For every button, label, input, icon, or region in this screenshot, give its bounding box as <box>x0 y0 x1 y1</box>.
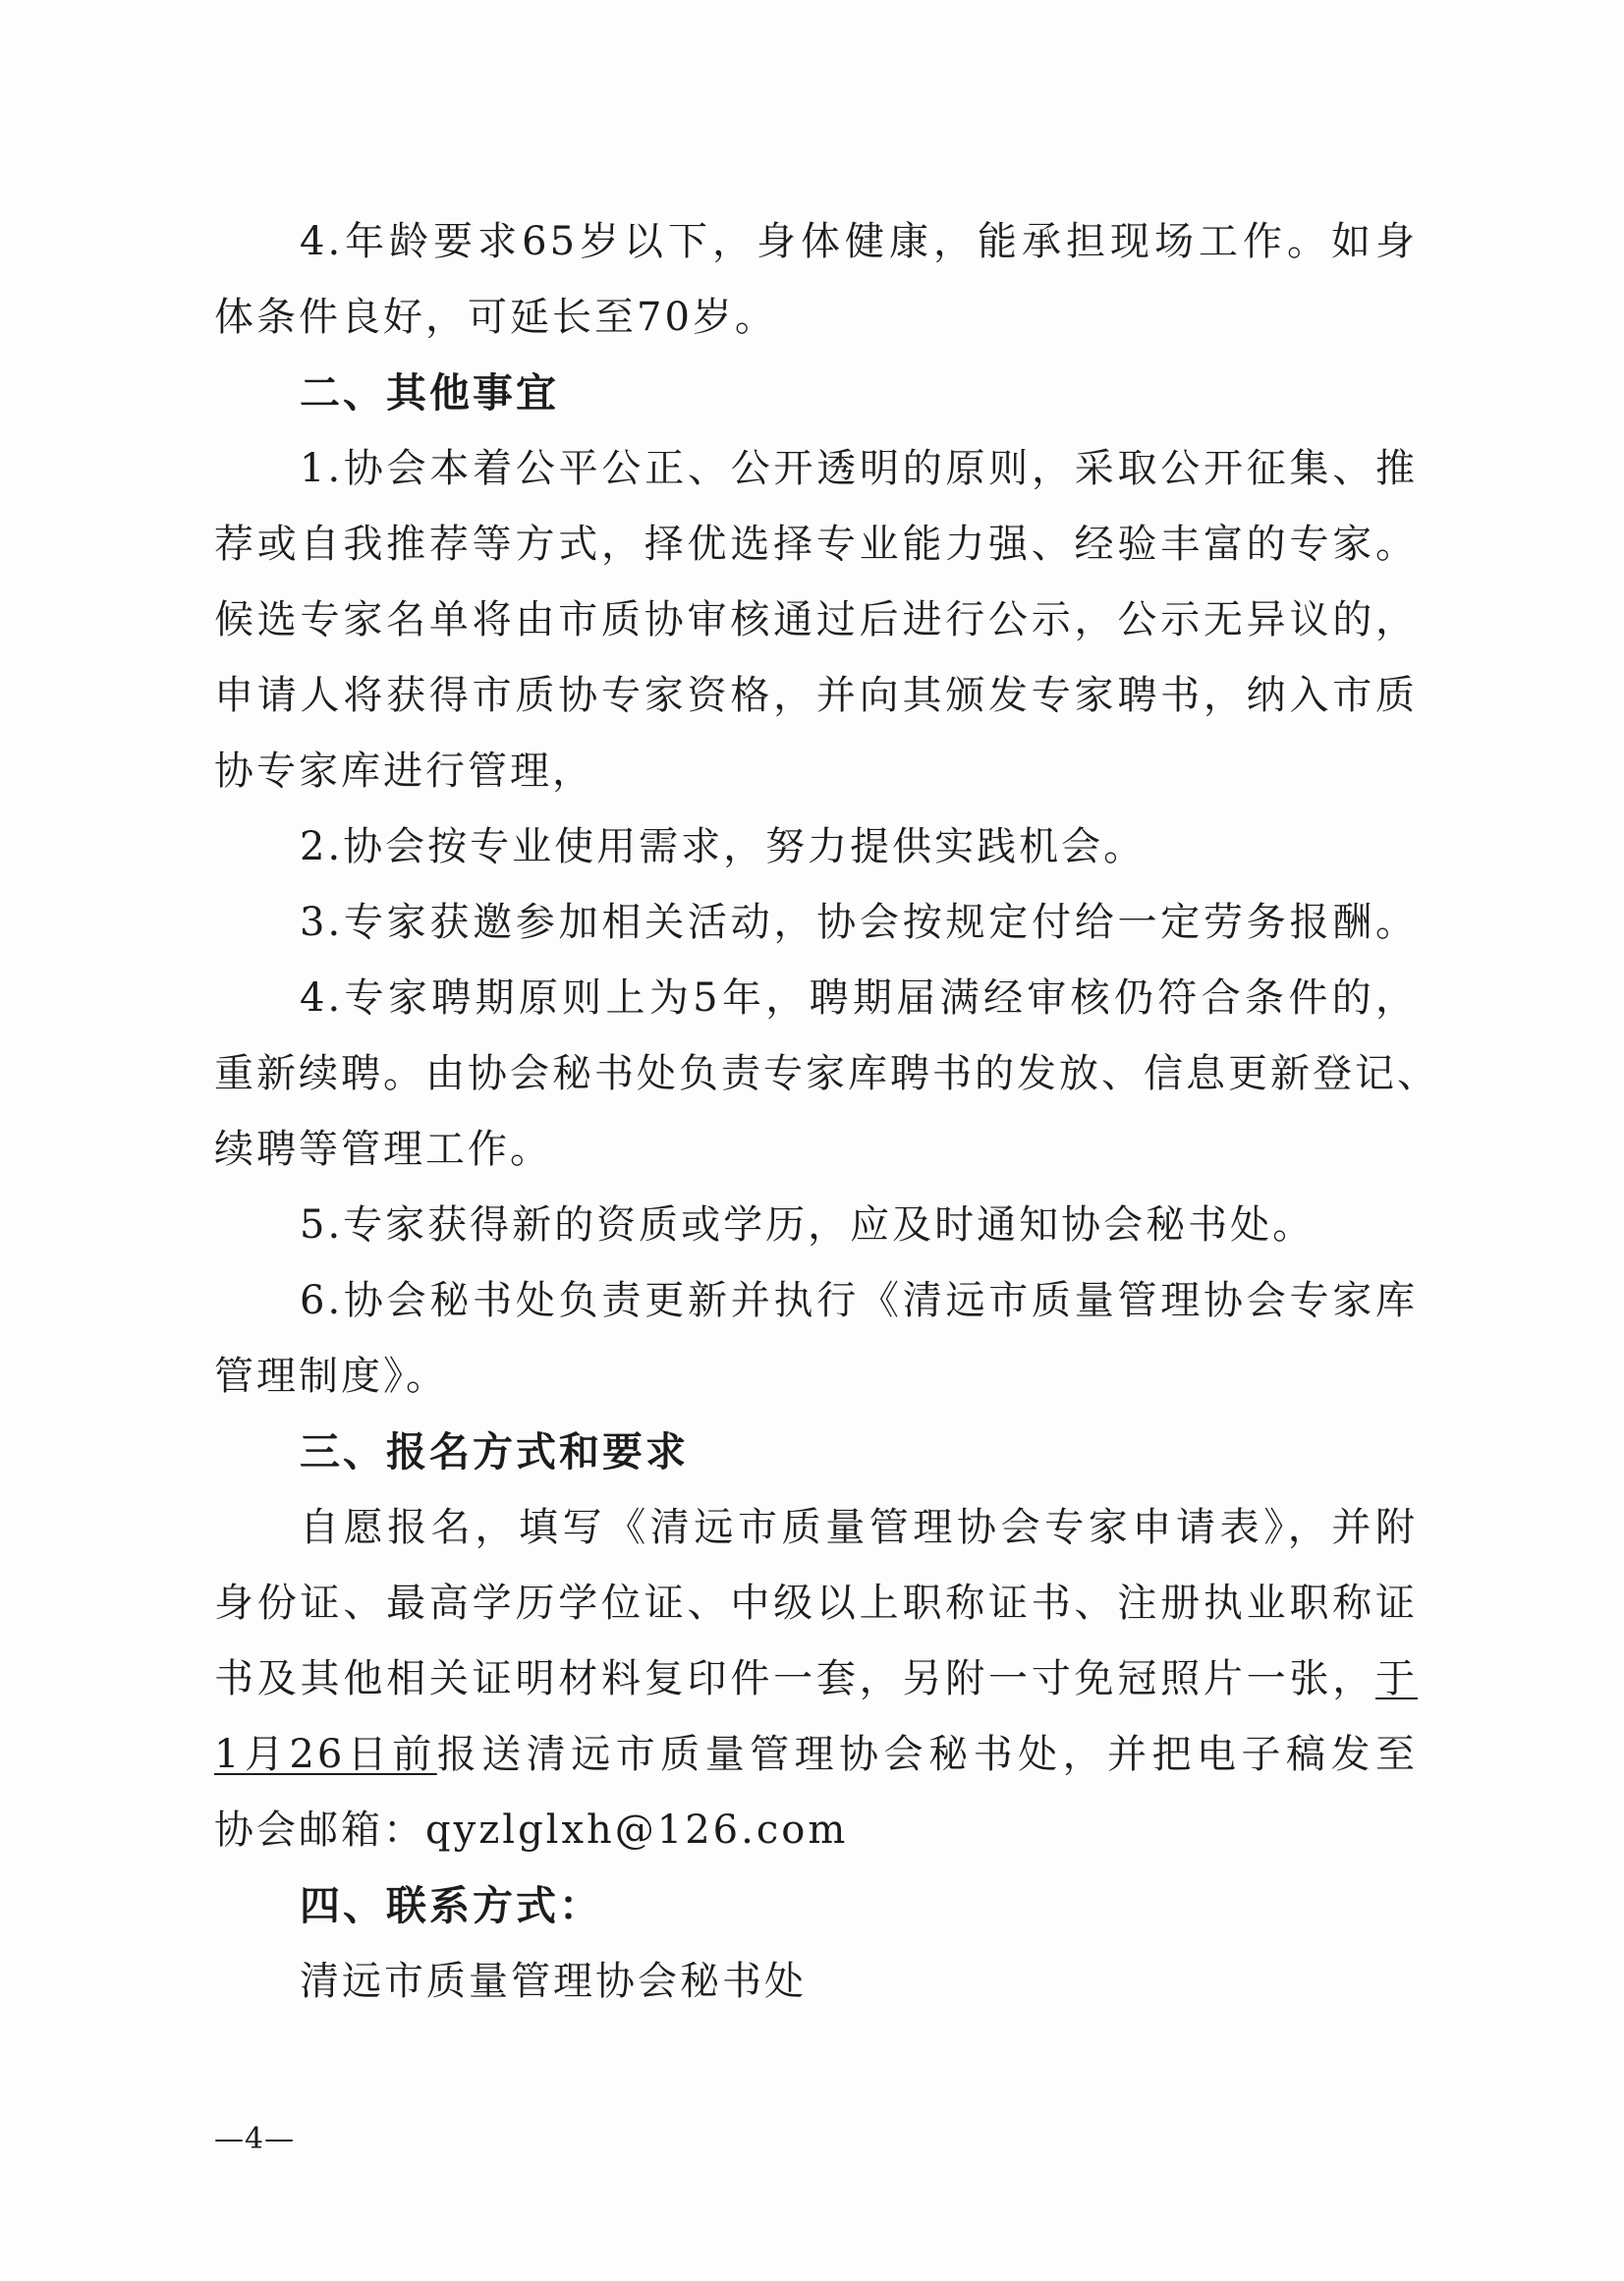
deadline-underlined-text: 于 <box>1375 1656 1418 1701</box>
paragraph-line: 体条件良好，可延长至70岁。 <box>214 295 777 340</box>
paragraph-line: 申请人将获得市质协专家资格，并向其颁发专家聘书，纳入市质 <box>214 673 1418 718</box>
paragraph-line: 身份证、最高学历学位证、中级以上职称证书、注册执业职称证 <box>214 1581 1418 1626</box>
paragraph-line: 5.专家获得新的资质或学历，应及时通知协会秘书处。 <box>300 1202 1316 1248</box>
paragraph-line: 4.专家聘期原则上为5年，聘期届满经审核仍符合条件的， <box>300 975 1418 1021</box>
paragraph-line <box>214 1641 1418 1717</box>
section-heading: 二、其他事宜 <box>300 369 559 417</box>
section-heading: 三、报名方式和要求 <box>300 1428 689 1475</box>
paragraph-line: 3.专家获邀参加相关活动，协会按规定付给一定劳务报酬。 <box>300 900 1418 945</box>
email-line: 协会邮箱：qyzlglxh@126.com <box>214 1808 849 1853</box>
deadline-underlined-text: 1月26日前 <box>214 1732 437 1777</box>
document-body <box>214 204 1439 2020</box>
paragraph-line: 管理制度》。 <box>214 1354 448 1399</box>
page-number: —4— <box>214 2122 296 2156</box>
paragraph-line: 续聘等管理工作。 <box>214 1127 552 1172</box>
paragraph-line <box>214 1717 1418 1793</box>
paragraph-line: 荐或自我推荐等方式，择优选择专业能力强、经验丰富的专家。 <box>214 522 1418 567</box>
paragraph-text: 报送清远市质量管理协会秘书处，并把电子稿发至 <box>436 1732 1418 1777</box>
section-heading: 四、联系方式： <box>300 1882 602 1929</box>
paragraph-line: 自愿报名，填写《清远市质量管理协会专家申请表》，并附 <box>300 1505 1418 1550</box>
paragraph-line: 重新续聘。由协会秘书处负责专家库聘书的发放、信息更新登记、 <box>214 1051 1439 1096</box>
paragraph-line: 1.协会本着公平公正、公开透明的原则，采取公开征集、推 <box>300 446 1418 491</box>
paragraph-line: 4.年龄要求65岁以下，身体健康，能承担现场工作。如身 <box>300 219 1418 264</box>
paragraph-line: 协专家库进行管理， <box>214 749 594 794</box>
paragraph-line: 6.协会秘书处负责更新并执行《清远市质量管理协会专家库 <box>300 1278 1418 1323</box>
paragraph-line: 候选专家名单将由市质协审核通过后进行公示，公示无异议的， <box>214 597 1418 642</box>
contact-line: 清远市质量管理协会秘书处 <box>300 1959 807 2004</box>
paragraph-text: 书及其他相关证明材料复印件一套，另附一寸免冠照片一张， <box>214 1656 1375 1701</box>
paragraph-line: 2.协会按专业使用需求，努力提供实践机会。 <box>300 824 1147 869</box>
